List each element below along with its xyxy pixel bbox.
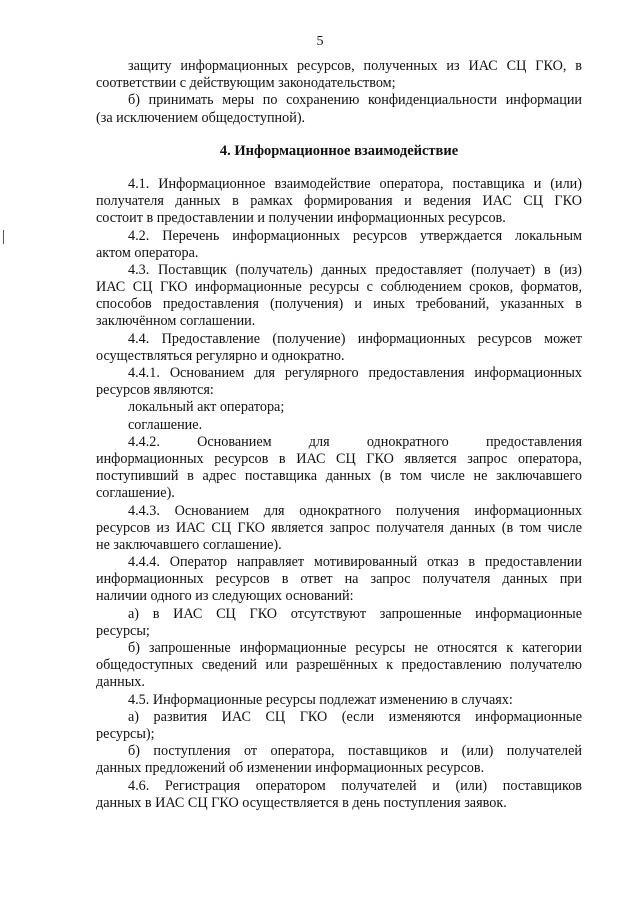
- paragraphs-after-heading: [96, 176, 582, 812]
- paragraphs-before-heading: [96, 58, 582, 127]
- text-line: ресурсов из ИАС СЦ ГКО является запрос получателя данных (в том числе: [96, 519, 582, 536]
- text-line: ресурсов являются:: [96, 382, 214, 399]
- text-line: актом оператора.: [96, 244, 199, 261]
- text-line: наличии одного из следующих оснований:: [96, 588, 354, 605]
- text-line: соглашение.: [128, 416, 203, 433]
- text-line: соглашение).: [96, 485, 175, 502]
- text-line: защиту информационных ресурсов, полученных из ИАС СЦ ГКО, в: [128, 58, 582, 74]
- section-heading: 4. Информационное взаимодействие: [219, 142, 459, 159]
- text-line: поступивший в адрес поставщика данных (в том числе не заключавшего: [96, 468, 582, 485]
- text-line: (за исключением общедоступной).: [96, 109, 306, 126]
- text-line: информационных ресурсов в ответ на запрос получателя данных при: [96, 571, 582, 588]
- text-line: не заключавшего соглашение).: [96, 536, 282, 553]
- text-line: способов предоставления (получения) и иных требований, указанных в: [96, 296, 582, 313]
- text-line: 4.1. Информационное взаимодействие оператора, поставщика и (или): [128, 175, 582, 192]
- text-line: 4.2. Перечень информационных ресурсов утверждается локальным: [128, 227, 582, 244]
- text-line: 4.3. Поставщик (получатель) данных предоставляет (получает) в (из): [128, 261, 582, 278]
- text-line: получателя данных в рамках формирования и ведения ИАС СЦ ГКО: [96, 193, 582, 210]
- text-line: локальный акт оператора;: [128, 399, 285, 416]
- text-line: данных.: [96, 674, 145, 691]
- text-line: общедоступных сведений или разрешённых к предоставлению получателю: [96, 657, 582, 674]
- text-line: б) принимать меры по сохранению конфиденциальности информации: [128, 92, 582, 109]
- text-line: ИАС СЦ ГКО информационные ресурсы с соблюдением сроков, форматов,: [96, 279, 582, 296]
- text-line: а) развития ИАС СЦ ГКО (если изменяются информационные: [128, 708, 582, 725]
- text-line: 4.5. Информационные ресурсы подлежат изменению в случаях:: [128, 691, 513, 708]
- text-line: 4.4.1. Основанием для регулярного предоставления информационных: [128, 365, 582, 381]
- text-line: а) в ИАС СЦ ГКО отсутствуют запрошенные информационные: [128, 605, 582, 622]
- text-line: заключённом соглашении.: [96, 313, 256, 330]
- text-line: 4.4.2. Основанием для однократного предоставления: [128, 433, 582, 450]
- text-line: соответствии с действующим законодательством;: [96, 75, 396, 92]
- text-line: состоит в предоставлении и получении информационных ресурсов.: [96, 210, 506, 227]
- text-line: данных предложений об изменении информационных ресурсов.: [96, 760, 485, 777]
- text-line: 4.6. Регистрация оператором получателей и (или) поставщиков: [128, 777, 582, 794]
- page-number: 5: [316, 34, 324, 49]
- text-line: 4.4. Предоставление (получение) информационных ресурсов может: [128, 330, 582, 347]
- text-line: ресурсы;: [96, 622, 150, 639]
- text-line: ресурсы);: [96, 725, 155, 742]
- text-line: 4.4.3. Основанием для однократного получения информационных: [128, 502, 582, 519]
- text-line: данных в ИАС СЦ ГКО осуществляется в день поступления заявок.: [96, 794, 507, 811]
- text-line: осуществляться регулярно и однократно.: [96, 347, 345, 364]
- text-line: информационных ресурсов в ИАС СЦ ГКО является запрос оператора,: [96, 450, 582, 467]
- text-line: б) поступления от оператора, поставщиков и (или) получателей: [128, 743, 582, 760]
- scan-margin-mark: [3, 230, 4, 244]
- text-line: б) запрошенные информационные ресурсы не относятся к категории: [128, 640, 582, 656]
- text-line: 4.4.4. Оператор направляет мотивированный отказ в предоставлении: [128, 554, 582, 571]
- body-text: [96, 58, 582, 812]
